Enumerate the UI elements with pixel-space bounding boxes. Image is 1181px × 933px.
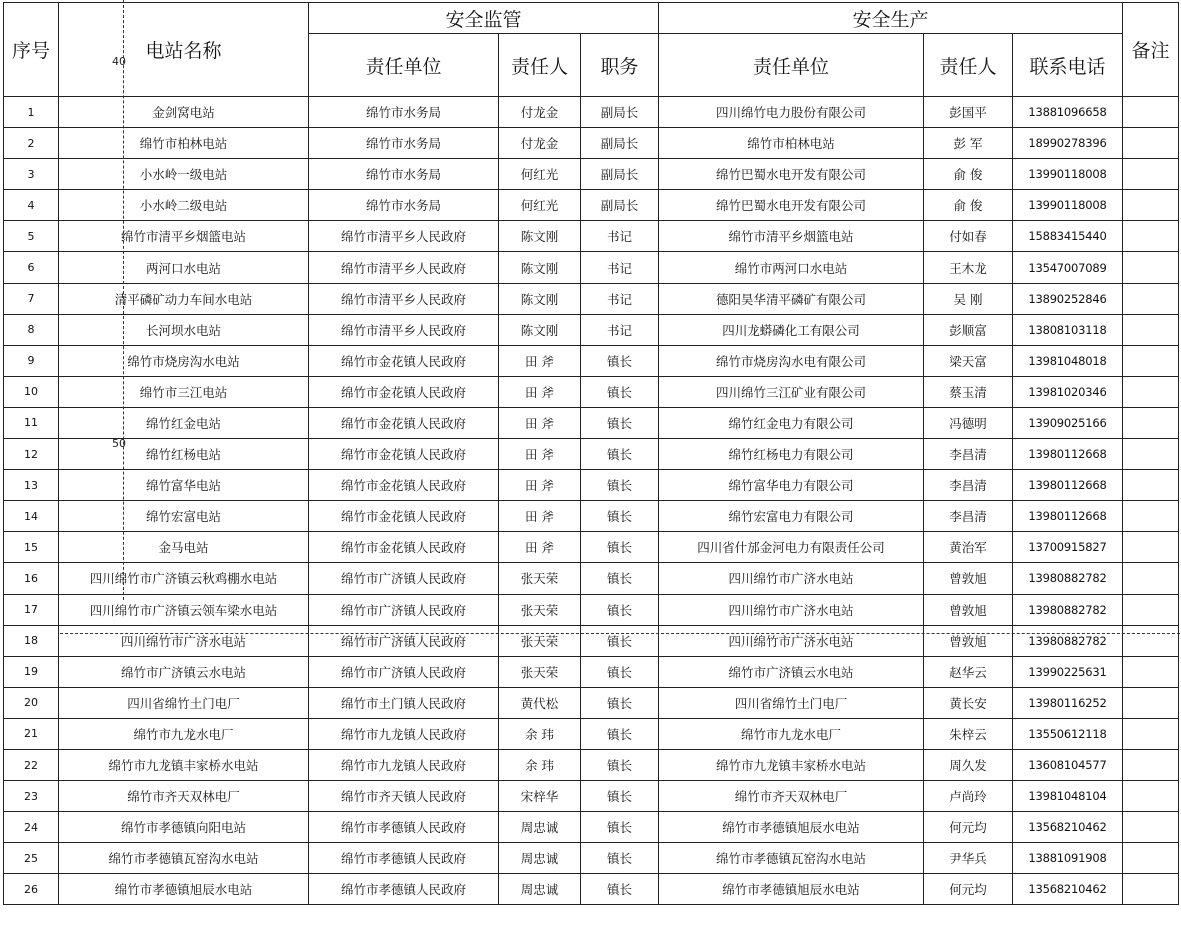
station-name-cell: 四川绵竹市广济镇云领车梁水电站: [59, 594, 309, 625]
remarks-cell: [1123, 407, 1179, 438]
remarks-cell: [1123, 221, 1179, 252]
row-number: 2: [4, 128, 59, 159]
row-number: 21: [4, 718, 59, 749]
production-person-cell: 尹华兵: [924, 843, 1013, 874]
table-row: [4, 407, 1179, 438]
table-row: [4, 252, 1179, 283]
station-safety-table: [3, 2, 1179, 905]
phone-cell: 18990278396: [1013, 128, 1123, 159]
production-unit-cell: 四川绵竹市广济水电站: [659, 563, 924, 594]
supervision-person-cell: 何红光: [499, 159, 581, 190]
production-unit-cell: 四川龙蟒磷化工有限公司: [659, 314, 924, 345]
station-name-cell: 四川绵竹市广济水电站: [59, 625, 309, 656]
supervision-unit-cell: 绵竹市金花镇人民政府: [309, 407, 499, 438]
production-person-cell: 何元均: [924, 812, 1013, 843]
supervision-unit-cell: 绵竹市广济镇人民政府: [309, 563, 499, 594]
supervision-title-cell: 副局长: [581, 190, 659, 221]
production-person-cell: 梁天富: [924, 345, 1013, 376]
remarks-cell: [1123, 97, 1179, 128]
phone-cell: 13608104577: [1013, 749, 1123, 780]
phone-cell: 13909025166: [1013, 407, 1123, 438]
row-number: 24: [4, 812, 59, 843]
production-person-cell: 周久发: [924, 749, 1013, 780]
station-name-cell: 小水岭一级电站: [59, 159, 309, 190]
row-number: 16: [4, 563, 59, 594]
table-row: [4, 812, 1179, 843]
supervision-title-cell: 镇长: [581, 563, 659, 594]
supervision-person-cell: 余 玮: [499, 749, 581, 780]
production-person-cell: 卢尚玲: [924, 781, 1013, 812]
remarks-cell: [1123, 190, 1179, 221]
supervision-unit-cell: 绵竹市孝德镇人民政府: [309, 812, 499, 843]
phone-cell: 13981048018: [1013, 345, 1123, 376]
row-number: 6: [4, 252, 59, 283]
supervision-person-cell: 陈文刚: [499, 314, 581, 345]
station-name-cell: 绵竹市清平乡烟篮电站: [59, 221, 309, 252]
supervision-person-cell: 宋梓华: [499, 781, 581, 812]
supervision-person-cell: 周忠诚: [499, 812, 581, 843]
production-person-cell: 俞 俊: [924, 159, 1013, 190]
remarks-cell: [1123, 687, 1179, 718]
supervision-person-cell: 田 斧: [499, 470, 581, 501]
production-unit-cell: 四川绵竹三江矿业有限公司: [659, 376, 924, 407]
table-row: [4, 874, 1179, 905]
supervision-title-cell: 副局长: [581, 159, 659, 190]
table-row: [4, 749, 1179, 780]
supervision-unit-cell: 绵竹市水务局: [309, 159, 499, 190]
supervision-person-cell: 田 斧: [499, 501, 581, 532]
row-number: 3: [4, 159, 59, 190]
row-number: 18: [4, 625, 59, 656]
row-number: 4: [4, 190, 59, 221]
production-person-cell: 吴 刚: [924, 283, 1013, 314]
supervision-title-cell: 副局长: [581, 128, 659, 159]
phone-cell: 13881096658: [1013, 97, 1123, 128]
sup-title-header: 职务: [581, 34, 659, 97]
station-name-cell: 金剑窝电站: [59, 97, 309, 128]
remarks-cell: [1123, 843, 1179, 874]
supervision-person-cell: 田 斧: [499, 345, 581, 376]
supervision-title-cell: 镇长: [581, 439, 659, 470]
table-row: [4, 345, 1179, 376]
remarks-cell: [1123, 345, 1179, 376]
supervision-title-cell: 镇长: [581, 656, 659, 687]
table-header: [4, 3, 1179, 97]
station-name-cell: 绵竹市齐天双林电厂: [59, 781, 309, 812]
row-number: 11: [4, 407, 59, 438]
production-unit-cell: 绵竹市两河口水电站: [659, 252, 924, 283]
station-name-cell: 小水岭二级电站: [59, 190, 309, 221]
table-row: [4, 501, 1179, 532]
supervision-person-cell: 付龙金: [499, 128, 581, 159]
production-unit-cell: 绵竹富华电力有限公司: [659, 470, 924, 501]
supervision-title-cell: 镇长: [581, 812, 659, 843]
station-name-cell: 绵竹市九龙镇丰家桥水电站: [59, 749, 309, 780]
row-number: 25: [4, 843, 59, 874]
table-row: [4, 563, 1179, 594]
supervision-unit-cell: 绵竹市金花镇人民政府: [309, 470, 499, 501]
phone-cell: 13980882782: [1013, 594, 1123, 625]
supervision-unit-cell: 绵竹市九龙镇人民政府: [309, 718, 499, 749]
production-person-cell: 何元均: [924, 874, 1013, 905]
row-number: 13: [4, 470, 59, 501]
production-person-cell: 李昌清: [924, 439, 1013, 470]
supervision-unit-cell: 绵竹市水务局: [309, 128, 499, 159]
sup-person-header: 责任人: [499, 34, 581, 97]
phone-cell: 13980112668: [1013, 501, 1123, 532]
remarks-cell: [1123, 874, 1179, 905]
supervision-person-cell: 田 斧: [499, 532, 581, 563]
table-row: [4, 687, 1179, 718]
supervision-unit-cell: 绵竹市清平乡人民政府: [309, 314, 499, 345]
row-number: 17: [4, 594, 59, 625]
sup-unit-header: 责任单位: [309, 34, 499, 97]
remarks-cell: [1123, 718, 1179, 749]
supervision-unit-cell: 绵竹市广济镇人民政府: [309, 625, 499, 656]
supervision-title-cell: 镇长: [581, 594, 659, 625]
production-person-cell: 曾敦旭: [924, 594, 1013, 625]
supervision-unit-cell: 绵竹市金花镇人民政府: [309, 501, 499, 532]
row-number: 15: [4, 532, 59, 563]
production-group-header: 安全生产: [659, 3, 1123, 34]
remarks-cell: [1123, 159, 1179, 190]
table-row: [4, 439, 1179, 470]
table-row: [4, 470, 1179, 501]
production-unit-cell: 绵竹市孝德镇旭辰水电站: [659, 812, 924, 843]
production-person-cell: 彭国平: [924, 97, 1013, 128]
phone-cell: 13980882782: [1013, 563, 1123, 594]
production-person-cell: 彭 军: [924, 128, 1013, 159]
remarks-cell: [1123, 625, 1179, 656]
row-number: 7: [4, 283, 59, 314]
row-number: 14: [4, 501, 59, 532]
supervision-unit-cell: 绵竹市金花镇人民政府: [309, 345, 499, 376]
station-name-cell: 两河口水电站: [59, 252, 309, 283]
station-name-cell: 四川省绵竹土门电厂: [59, 687, 309, 718]
prod-phone-header: 联系电话: [1013, 34, 1123, 97]
ruler-mark-50: 50: [112, 437, 126, 450]
production-unit-cell: 绵竹市九龙镇丰家桥水电站: [659, 749, 924, 780]
supervision-unit-cell: 绵竹市水务局: [309, 190, 499, 221]
supervision-unit-cell: 绵竹市清平乡人民政府: [309, 252, 499, 283]
supervision-person-cell: 张天荣: [499, 563, 581, 594]
phone-cell: 13980882782: [1013, 625, 1123, 656]
supervision-unit-cell: 绵竹市金花镇人民政府: [309, 532, 499, 563]
production-person-cell: 冯德明: [924, 407, 1013, 438]
production-person-cell: 李昌清: [924, 501, 1013, 532]
phone-cell: 13700915827: [1013, 532, 1123, 563]
production-person-cell: 彭顺富: [924, 314, 1013, 345]
phone-cell: 13980112668: [1013, 439, 1123, 470]
production-unit-cell: 绵竹宏富电力有限公司: [659, 501, 924, 532]
supervision-title-cell: 镇长: [581, 781, 659, 812]
supervision-title-cell: 镇长: [581, 749, 659, 780]
supervision-title-cell: 镇长: [581, 407, 659, 438]
prod-unit-header: 责任单位: [659, 34, 924, 97]
station-name-cell: 金马电站: [59, 532, 309, 563]
table-body: [4, 97, 1179, 905]
production-person-cell: 俞 俊: [924, 190, 1013, 221]
supervision-unit-cell: 绵竹市金花镇人民政府: [309, 376, 499, 407]
phone-cell: 13550612118: [1013, 718, 1123, 749]
phone-cell: 13981020346: [1013, 376, 1123, 407]
supervision-unit-cell: 绵竹市土门镇人民政府: [309, 687, 499, 718]
remarks-cell: [1123, 470, 1179, 501]
supervision-title-cell: 镇长: [581, 874, 659, 905]
supervision-title-cell: 镇长: [581, 718, 659, 749]
phone-cell: 13808103118: [1013, 314, 1123, 345]
phone-cell: 13568210462: [1013, 874, 1123, 905]
station-name-cell: 绵竹红杨电站: [59, 439, 309, 470]
phone-cell: 13990225631: [1013, 656, 1123, 687]
station-name-cell: 长河坝水电站: [59, 314, 309, 345]
supervision-unit-cell: 绵竹市水务局: [309, 97, 499, 128]
phone-cell: 13890252846: [1013, 283, 1123, 314]
station-name-cell: 绵竹市九龙水电厂: [59, 718, 309, 749]
station-name-cell: 绵竹市柏林电站: [59, 128, 309, 159]
supervision-title-cell: 镇长: [581, 625, 659, 656]
station-name-cell: 清平磷矿动力车间水电站: [59, 283, 309, 314]
production-unit-cell: 四川绵竹市广济水电站: [659, 594, 924, 625]
row-number: 5: [4, 221, 59, 252]
production-unit-cell: 德阳昊华清平磷矿有限公司: [659, 283, 924, 314]
supervision-person-cell: 周忠诚: [499, 843, 581, 874]
station-name-cell: 四川绵竹市广济镇云秋鸡棚水电站: [59, 563, 309, 594]
remarks-cell: [1123, 812, 1179, 843]
production-person-cell: 王木龙: [924, 252, 1013, 283]
remarks-cell: [1123, 781, 1179, 812]
row-number: 20: [4, 687, 59, 718]
row-number: 23: [4, 781, 59, 812]
row-number: 9: [4, 345, 59, 376]
production-person-cell: 黄治军: [924, 532, 1013, 563]
phone-cell: 13990118008: [1013, 159, 1123, 190]
supervision-person-cell: 张天荣: [499, 594, 581, 625]
production-person-cell: 赵华云: [924, 656, 1013, 687]
production-person-cell: 曾敦旭: [924, 563, 1013, 594]
page-break-vertical: [123, 0, 124, 600]
remarks-cell: [1123, 376, 1179, 407]
phone-cell: 13981048104: [1013, 781, 1123, 812]
supervision-person-cell: 付龙金: [499, 97, 581, 128]
production-unit-cell: 四川绵竹市广济水电站: [659, 625, 924, 656]
production-person-cell: 朱梓云: [924, 718, 1013, 749]
production-unit-cell: 绵竹市孝德镇瓦窑沟水电站: [659, 843, 924, 874]
remarks-cell: [1123, 563, 1179, 594]
supervision-title-cell: 镇长: [581, 376, 659, 407]
remarks-cell: [1123, 128, 1179, 159]
supervision-unit-cell: 绵竹市孝德镇人民政府: [309, 843, 499, 874]
production-unit-cell: 绵竹巴蜀水电开发有限公司: [659, 190, 924, 221]
station-name-cell: 绵竹市三江电站: [59, 376, 309, 407]
production-unit-cell: 绵竹市孝德镇旭辰水电站: [659, 874, 924, 905]
phone-cell: 15883415440: [1013, 221, 1123, 252]
row-number: 12: [4, 439, 59, 470]
supervision-unit-cell: 绵竹市清平乡人民政府: [309, 283, 499, 314]
supervision-person-cell: 张天荣: [499, 656, 581, 687]
row-number: 19: [4, 656, 59, 687]
table-row: [4, 314, 1179, 345]
remarks-cell: [1123, 283, 1179, 314]
supervision-title-cell: 镇长: [581, 470, 659, 501]
phone-cell: 13547007089: [1013, 252, 1123, 283]
supervision-group-header: 安全监管: [309, 3, 659, 34]
supervision-person-cell: 田 斧: [499, 407, 581, 438]
remarks-cell: [1123, 314, 1179, 345]
supervision-title-cell: 书记: [581, 314, 659, 345]
supervision-unit-cell: 绵竹市广济镇人民政府: [309, 594, 499, 625]
supervision-person-cell: 黄代松: [499, 687, 581, 718]
seq-header: 序号: [4, 3, 59, 97]
table-row: [4, 159, 1179, 190]
phone-cell: 13568210462: [1013, 812, 1123, 843]
station-name-cell: 绵竹富华电站: [59, 470, 309, 501]
table-row: [4, 532, 1179, 563]
supervision-title-cell: 镇长: [581, 345, 659, 376]
station-name-cell: 绵竹市孝德镇向阳电站: [59, 812, 309, 843]
supervision-unit-cell: 绵竹市广济镇人民政府: [309, 656, 499, 687]
station-name-cell: 绵竹市烧房沟水电站: [59, 345, 309, 376]
remarks-cell: [1123, 501, 1179, 532]
production-unit-cell: 绵竹市烧房沟水电有限公司: [659, 345, 924, 376]
table-row: [4, 221, 1179, 252]
table-row: [4, 781, 1179, 812]
station-name-cell: 绵竹市孝德镇瓦窑沟水电站: [59, 843, 309, 874]
table-row: [4, 128, 1179, 159]
table-row: [4, 97, 1179, 128]
supervision-title-cell: 副局长: [581, 97, 659, 128]
supervision-title-cell: 镇长: [581, 532, 659, 563]
supervision-title-cell: 书记: [581, 283, 659, 314]
station-name-header: 电站名称: [59, 3, 309, 97]
remarks-cell: [1123, 594, 1179, 625]
prod-person-header: 责任人: [924, 34, 1013, 97]
production-unit-cell: 绵竹巴蜀水电开发有限公司: [659, 159, 924, 190]
remarks-cell: [1123, 439, 1179, 470]
production-person-cell: 曾敦旭: [924, 625, 1013, 656]
table-row: [4, 283, 1179, 314]
production-person-cell: 蔡玉清: [924, 376, 1013, 407]
supervision-unit-cell: 绵竹市九龙镇人民政府: [309, 749, 499, 780]
supervision-title-cell: 镇长: [581, 687, 659, 718]
supervision-unit-cell: 绵竹市金花镇人民政府: [309, 439, 499, 470]
row-number: 22: [4, 749, 59, 780]
supervision-title-cell: 镇长: [581, 843, 659, 874]
table-row: [4, 594, 1179, 625]
station-name-cell: 绵竹宏富电站: [59, 501, 309, 532]
row-number: 8: [4, 314, 59, 345]
table-row: [4, 843, 1179, 874]
supervision-person-cell: 周忠诚: [499, 874, 581, 905]
supervision-unit-cell: 绵竹市清平乡人民政府: [309, 221, 499, 252]
row-number: 10: [4, 376, 59, 407]
ruler-mark-40: 40: [112, 55, 126, 68]
station-name-cell: 绵竹市孝德镇旭辰水电站: [59, 874, 309, 905]
supervision-unit-cell: 绵竹市齐天镇人民政府: [309, 781, 499, 812]
production-unit-cell: 四川省绵竹土门电厂: [659, 687, 924, 718]
phone-cell: 13980112668: [1013, 470, 1123, 501]
supervision-person-cell: 陈文刚: [499, 221, 581, 252]
production-unit-cell: 四川绵竹电力股份有限公司: [659, 97, 924, 128]
production-unit-cell: 绵竹市清平乡烟篮电站: [659, 221, 924, 252]
supervision-person-cell: 陈文刚: [499, 283, 581, 314]
remarks-cell: [1123, 532, 1179, 563]
production-unit-cell: 绵竹市齐天双林电厂: [659, 781, 924, 812]
production-unit-cell: 四川省什邡金河电力有限责任公司: [659, 532, 924, 563]
production-unit-cell: 绵竹红杨电力有限公司: [659, 439, 924, 470]
supervision-person-cell: 田 斧: [499, 439, 581, 470]
table-row: [4, 625, 1179, 656]
production-person-cell: 黄长安: [924, 687, 1013, 718]
row-number: 26: [4, 874, 59, 905]
supervision-unit-cell: 绵竹市孝德镇人民政府: [309, 874, 499, 905]
table-row: [4, 376, 1179, 407]
supervision-person-cell: 田 斧: [499, 376, 581, 407]
supervision-title-cell: 书记: [581, 221, 659, 252]
production-unit-cell: 绵竹市广济镇云水电站: [659, 656, 924, 687]
row-number: 1: [4, 97, 59, 128]
phone-cell: 13881091908: [1013, 843, 1123, 874]
page-break-horizontal: [60, 633, 1180, 634]
supervision-person-cell: 张天荣: [499, 625, 581, 656]
supervision-person-cell: 何红光: [499, 190, 581, 221]
remarks-cell: [1123, 749, 1179, 780]
supervision-person-cell: 陈文刚: [499, 252, 581, 283]
production-unit-cell: 绵竹市柏林电站: [659, 128, 924, 159]
remarks-header: 备注: [1123, 3, 1179, 97]
remarks-cell: [1123, 656, 1179, 687]
supervision-title-cell: 镇长: [581, 501, 659, 532]
supervision-title-cell: 书记: [581, 252, 659, 283]
table-row: [4, 656, 1179, 687]
production-person-cell: 李昌清: [924, 470, 1013, 501]
remarks-cell: [1123, 252, 1179, 283]
table-row: [4, 190, 1179, 221]
phone-cell: 13990118008: [1013, 190, 1123, 221]
production-unit-cell: 绵竹市九龙水电厂: [659, 718, 924, 749]
production-person-cell: 付如春: [924, 221, 1013, 252]
phone-cell: 13980116252: [1013, 687, 1123, 718]
supervision-person-cell: 余 玮: [499, 718, 581, 749]
table-row: [4, 718, 1179, 749]
station-name-cell: 绵竹市广济镇云水电站: [59, 656, 309, 687]
station-name-cell: 绵竹红金电站: [59, 407, 309, 438]
production-unit-cell: 绵竹红金电力有限公司: [659, 407, 924, 438]
